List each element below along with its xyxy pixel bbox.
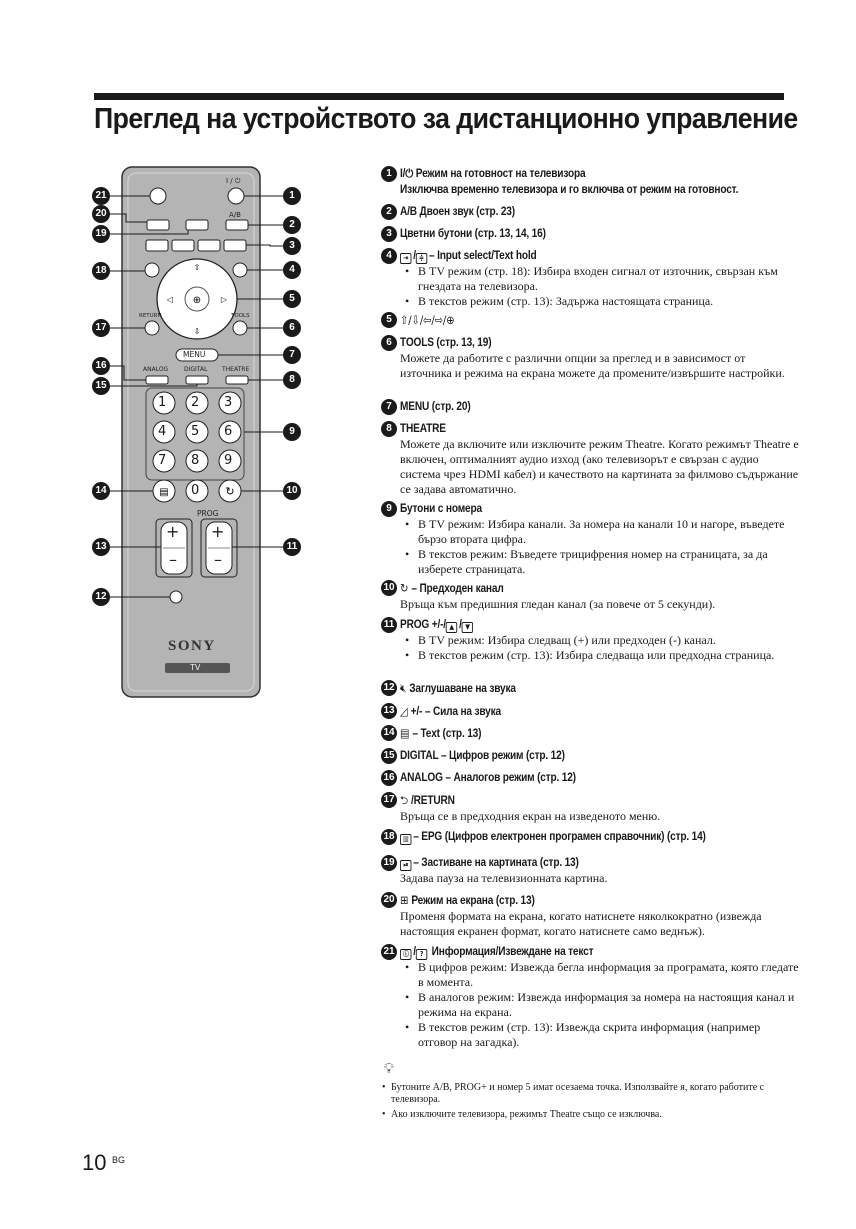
screen-mode-icon: ⊞ (400, 893, 412, 907)
svg-text:⇩: ⇩ (193, 327, 201, 336)
tip-lightbulb-icon: 💡︎ (384, 1061, 394, 1077)
volume-plus: + (166, 522, 180, 541)
callout-19: 19 (92, 225, 110, 243)
callout-6: 6 (283, 319, 301, 337)
volume-icon: ◿ (400, 704, 411, 718)
item-7: 7 MENU (стр. 20) (381, 399, 801, 415)
tools-label: TOOLS (231, 313, 250, 319)
previous-channel-icon: ↻ (400, 581, 412, 595)
item-14: 14 ▤ – Text (стр. 13) (381, 725, 801, 742)
item-6: 6 TOOLS (стр. 13, 19) Можете да работите с различни опции за преглед и в зависимост от източника и режима на екрана можете да промените/извършите настройки. (381, 335, 801, 381)
screen-mode-button (147, 220, 169, 230)
epg-icon: ▥ (400, 834, 411, 845)
item-16: 16 ANALOG – Аналогов режим (стр. 12) (381, 770, 801, 786)
digit-4: 4 (158, 424, 167, 439)
callout-7: 7 (283, 346, 301, 364)
callout-11: 11 (283, 538, 301, 556)
item-21: 21 ⓘ / ? Информация/Извеждане на текст • В цифров режим: Извежда бегла информация за програмата, която гледате в момента. • В аналогов режим: Извежда информация за номера на настоящия канал и режима на екрана. • В текстов режим (стр. 13): Извежда скрита информация (например отговор на загадка). (381, 944, 801, 1050)
item-18: 18 ▥ – EPG (Цифров електронен програмен справочник) (стр. 14) (381, 829, 801, 845)
item-2: 2 A/B Двоен звук (стр. 23) (381, 204, 801, 220)
digit-2: 2 (191, 395, 200, 410)
prog-label: PROG (197, 509, 219, 518)
digital-label: DIGITAL (184, 366, 208, 373)
prog-minus: – (214, 550, 222, 569)
tips (382, 1082, 802, 1124)
item-19: 19 ⏯ – Застиване на картината (стр. 13) Задава пауза на телевизионната картина. (381, 855, 801, 886)
item-3: 3 Цветни бутони (стр. 13, 14, 16) (381, 226, 801, 242)
ab-label: A/B (229, 211, 241, 219)
callout-20: 20 (92, 205, 110, 223)
digit-1: 1 (158, 395, 167, 410)
item-12: 12 🔇︎ Заглушаване на звука (381, 680, 801, 697)
item-20: 20 ⊞ Режим на екрана (стр. 13) Променя формата на екрана, когато натиснете няколкократно (извежда настоящия екранен формат, когато натиснете само веднъж). (381, 892, 801, 939)
svg-text:◁: ◁ (166, 295, 174, 304)
digit-5: 5 (191, 424, 200, 439)
item-13: 13 ◿ +/- – Сила на звука (381, 703, 801, 720)
callout-8: 8 (283, 371, 301, 389)
tip-1: • Бутоните A/B, PROG+ и номер 5 имат осезаема точка. Използвайте я, когато работите с телевизора. (382, 1082, 802, 1106)
digit-7: 7 (158, 453, 167, 468)
mute-icon: 🔇︎ (400, 681, 410, 695)
blue-button (224, 240, 246, 251)
item-5: 5 ⇧/⇩/⇦/⇨/⊕ (381, 312, 801, 328)
callout-4: 4 (283, 261, 301, 279)
item-8: 8 THEATRE Можете да включите или изключите режим Theatre. Когато режимът Theatre е включен, оптималният аудио изход (ако телевизорът е свързан с аудио система чрез HDMI кабел) и качеството на картината за филмово съдържание се задава автоматично. (381, 421, 801, 497)
digit-6: 6 (224, 424, 233, 439)
item-17: 17 ⮌ /RETURN Връща се в предходния екран на изведеното меню. (381, 792, 801, 824)
callout-3: 3 (283, 237, 301, 255)
digit-8: 8 (191, 453, 200, 468)
page-language: BG (112, 1155, 126, 1165)
remote-illustration (0, 0, 330, 720)
callout-16: 16 (92, 357, 110, 375)
item-10: 10 ↻ – Предходен канал Връща към предишния гледан канал (за повече от 5 секунди). (381, 580, 801, 612)
reveal-icon: ? (416, 949, 427, 960)
power-label: I / ⏻ (226, 177, 241, 185)
item-11: 11 PROG +/-/ ▲ / ▼ • В TV режим: Избира следващ (+) или предходен (-) канал. • В текстов режим (стр. 13): Избира следваща или предходна страница. (381, 617, 801, 663)
power-icon: I/⏻ (400, 168, 416, 180)
red-button (146, 240, 168, 251)
callout-15: 15 (92, 377, 110, 395)
svg-text:↻: ↻ (225, 485, 235, 498)
svg-text:⊕: ⊕ (192, 295, 202, 306)
info-button (150, 188, 166, 204)
callout-1: 1 (283, 187, 301, 205)
callout-5: 5 (283, 290, 301, 308)
volume-minus: – (169, 550, 177, 569)
page-title: Преглед на устройството за дистанционно управление (94, 103, 798, 135)
tools-button (233, 321, 247, 335)
epg-button (145, 263, 159, 277)
callout-10: 10 (283, 482, 301, 500)
input-icon: ⇥ (400, 253, 411, 264)
menu-label: MENU (183, 350, 206, 359)
callout-2: 2 (283, 216, 301, 234)
return-icon: ⮌ (400, 793, 411, 807)
callout-14: 14 (92, 482, 110, 500)
return-button (145, 321, 159, 335)
info-icon: ⓘ (400, 949, 411, 960)
analog-button (146, 376, 168, 384)
item-9: 9 Бутони с номера • В TV режим: Избира канали. За номера на канали 10 и нагоре, въведете бързо втората цифра. • В текстов режим: Въведете трицифрения номер на страницата, за да изберете страницата. (381, 501, 801, 577)
item-4: 4 ⇥ / ≑ – Input select/Text hold • В TV режим (стр. 18): Избира входен сигнал от източник, свързан към гнездата на телевизора. • В текстов режим (стр. 13): Задържа настоящата страница. (381, 248, 801, 309)
brand-logo: SONY (168, 638, 216, 654)
prog-plus: + (211, 522, 225, 541)
tv-label: TV (190, 663, 201, 672)
digit-9: 9 (224, 453, 233, 468)
digit-3: 3 (224, 395, 233, 410)
text-hold-icon: ≑ (416, 253, 427, 264)
theatre-button (226, 376, 248, 384)
item-1: 1 I/⏻ Режим на готовност на телевизора Изключва временно телевизора и го включва от режим на готовност. (381, 166, 801, 198)
tip-2: • Ако изключите телевизора, режимът Theatre също се изключва. (382, 1109, 802, 1121)
analog-label: ANALOG (143, 366, 169, 373)
power-button (228, 188, 244, 204)
callout-18: 18 (92, 262, 110, 280)
remote-drawing (0, 0, 330, 720)
callout-13: 13 (92, 538, 110, 556)
freeze-button (186, 220, 208, 230)
svg-text:▤: ▤ (159, 487, 169, 498)
digit-0: 0 (191, 483, 200, 498)
yellow-button (198, 240, 220, 251)
callout-9: 9 (283, 423, 301, 441)
text-icon: ▤ (400, 726, 413, 740)
green-button (172, 240, 194, 251)
digital-button (186, 376, 208, 384)
return-label: RETURN (139, 313, 162, 319)
page-number: 10 (82, 1150, 107, 1175)
callout-21: 21 (92, 187, 110, 205)
page-up-icon: ▲ (446, 622, 457, 633)
theatre-label: THEATRE (222, 366, 250, 373)
item-15: 15 DIGITAL – Цифров режим (стр. 12) (381, 748, 801, 764)
arrow-keys-icon: ⇧/⇩/⇦/⇨/⊕ (400, 313, 455, 327)
callout-12: 12 (92, 588, 110, 606)
callout-17: 17 (92, 319, 110, 337)
freeze-icon: ⏯ (400, 860, 411, 871)
svg-text:⇧: ⇧ (193, 263, 201, 272)
input-button (233, 263, 247, 277)
page-down-icon: ▼ (462, 622, 473, 633)
ab-button (226, 220, 248, 230)
mute-button (170, 591, 182, 603)
svg-text:▷: ▷ (220, 295, 228, 304)
